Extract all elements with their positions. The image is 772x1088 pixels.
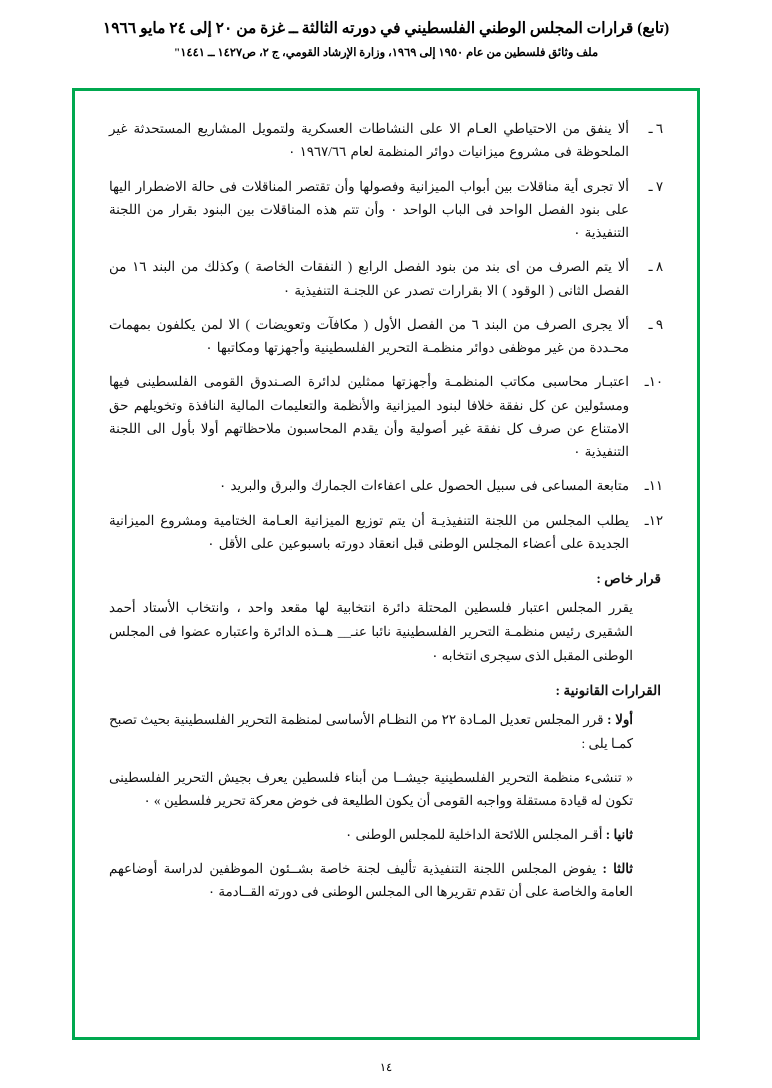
legal-decision-text: قرر المجلس تعديل المـادة ٢٢ من النظـام الأساسى لمنظمة التحرير الفلسطينية بحيث تصبح كمـا يلى :	[109, 712, 633, 751]
list-item-number: ٧ ـ	[648, 178, 663, 194]
special-decision-heading: قرار خاص :	[596, 571, 661, 587]
list-item-text: اعتبـار محاسبى مكاتب المنظمـة وأجهزتها ممثلين لدائرة الصـندوق القومى الفلسطينى فيها ومسئولين عن كل نفقة خلافا لبنود الميزانية والأنظمة والتعليمات المالية النافذة وتخويلهم حق الامتناع عن صرف كل نفقة غير أصولية وأن يقدم المحاسبون ملاحظاتهم أولا بأول الى اللجنة التنفيذية ٠	[109, 374, 629, 460]
list-item-text: ألا تجرى أية مناقلات بين أبواب الميزانية وفصولها وأن تقتصر المناقلات فى حالة الاضطرار اليها على بنود الفصل الواحد فى الباب الواحد ٠ وأن تتم هذه المناقلات بين البنود بقرار من اللجنة التنفيذية ٠	[109, 178, 629, 241]
legal-decision-lead: ثانيا :	[605, 826, 633, 842]
list-item-number: ٩ ـ	[648, 316, 663, 332]
list-item	[109, 474, 663, 497]
list-item-text: ألا يتم الصرف من اى بند من بنود الفصل الرابع ( النفقات الخاصة ) وكذلك من البند ١٦ من الفصل الثانى ( الوقود ) الا بقرارات تصدر عن اللجنـة التنفيذية ٠	[109, 259, 629, 298]
list-item-number: ٦ ـ	[648, 121, 663, 136]
legal-decision-text: يفوض المجلس اللجنة التنفيذية تأليف لجنة خاصة بشــئون الموظفين لدراسة أوضاعهم العامة والخاصة على أن تقدم تقريرها الى المجلس الوطنى فى دورته القــادمة ٠	[109, 860, 633, 900]
page-footer	[0, 1060, 772, 1074]
list-item-text: يطلب المجلس من اللجنة التنفيذيـة أن يتم توزيع الميزانية العـامة الختامية ومشروع الميزانية الجديدة على أعضاء المجلس الوطنى قبل انعقاد دورته باسبوعين على الأقل ٠	[109, 512, 629, 551]
list-item-number: ١٠ـ	[644, 374, 663, 390]
legal-decision-item	[109, 708, 663, 755]
legal-decisions-heading: القرارات القانونية :	[555, 683, 661, 699]
page-header	[0, 0, 772, 59]
list-item	[109, 117, 663, 164]
special-decision-text: يقرر المجلس اعتبار فلسطين المحتلة دائرة انتخابية لها مقعد واحد ، وانتخاب الأستاد أحمد الشقيرى رئيس منظمـة التحرير الفلسطينية نائبا عنـ__ هــذه الدائرة واعتباره عضوا فى المجلس الوطنى المقبل الذى سيجرى انتخابه ٠	[109, 600, 633, 663]
list-item-number: ١١ـ	[644, 478, 663, 494]
legal-decision-item	[109, 823, 663, 847]
page-title: (تابع) قرارات المجلس الوطني الفلسطيني في دورته الثالثة ــ غزة من ٢٠ إلى ٢٤ مايو ١٩٦٦	[102, 20, 670, 37]
legal-decision-quote	[109, 766, 663, 813]
list-item-number: ٨ ـ	[648, 259, 663, 275]
list-item-text: ألا ينفق من الاحتياطي العـام الا على النشاطات العسكرية ولتمويل المشاريع المستحدثة غير الملحوظة فى مشروع ميزانيات دوائر المنظمة لعام ١٩٦٧/٦٦ ٠	[109, 121, 629, 160]
legal-decision-lead: ثالثا :	[602, 860, 633, 876]
page-number: ١٤	[379, 1062, 393, 1074]
list-item	[109, 255, 663, 302]
list-item	[109, 313, 663, 360]
list-item	[109, 509, 663, 556]
list-item-number: ١٢ـ	[644, 512, 663, 528]
list-item	[109, 370, 663, 463]
legal-decision-quote-text: « تنشىء منظمة التحرير الفلسطينية جيشــا من أبناء فلسطين يعرف بجيش التحرير الفلسطينى تكون له قيادة مستقلة وواجبه القومى أن يكون الطليعة فى خوض معركة تحرير فلسطين » ٠	[109, 769, 633, 809]
list-item-text: متابعة المساعى فى سبيل الحصول على اعفاءات الجمارك والبرق والبريد ٠	[218, 478, 629, 494]
document-body	[75, 91, 697, 1037]
legal-decision-item	[109, 857, 663, 904]
list-item-text: ألا يجرى الصرف من البند ٦ من الفصل الأول ( مكافآت وتعويضات ) الا لمن يكلفون بمهمات محـددة من غير موظفى دوائر منظمـة التحرير الفلسطينية وأجهزتها ومكاتبها ٠	[109, 316, 629, 356]
page-subtitle: ملف وثائق فلسطين من عام ١٩٥٠ إلى ١٩٦٩، وزارة الإرشاد القومي، ج ٢، ص١٤٢٧ ــ ١٤٤١"	[173, 46, 599, 59]
legal-decision-text: أقـر المجلس اللائحة الداخلية للمجلس الوطنى ٠	[344, 826, 603, 842]
content-frame	[72, 88, 700, 1040]
legal-decision-lead: أولا :	[607, 712, 633, 728]
list-item	[109, 175, 663, 245]
